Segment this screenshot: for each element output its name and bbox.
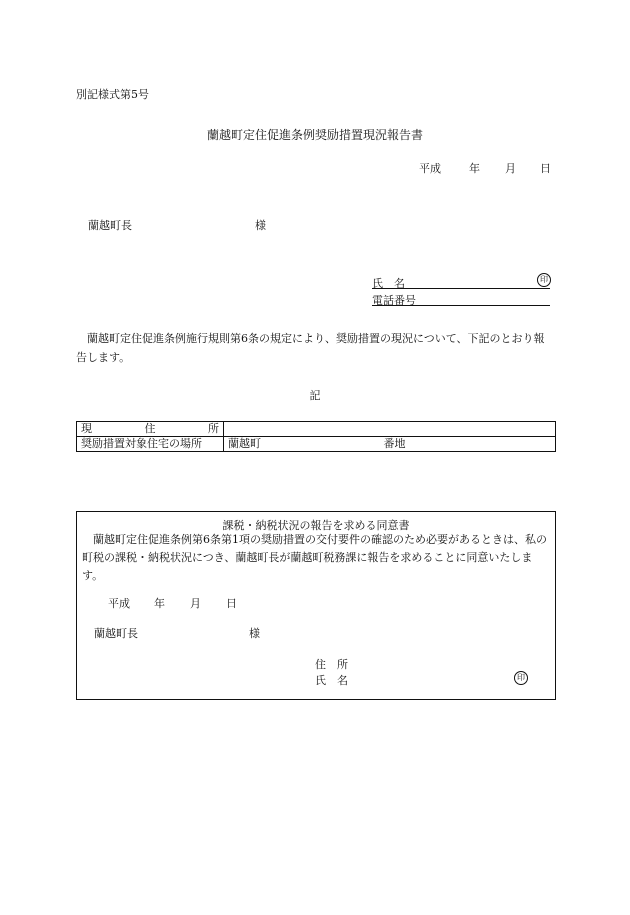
applicant-name-label: 氏 名 xyxy=(372,277,405,290)
consent-addressee-honorific: 様 xyxy=(249,627,260,640)
consent-name-label: 氏 名 xyxy=(315,674,348,687)
date-year: 年 xyxy=(469,162,480,175)
form-number: 別記様式第5号 xyxy=(76,88,149,101)
housing-town: 蘭越町 xyxy=(228,437,261,450)
label-char: 住 xyxy=(144,422,156,435)
applicant-name-line xyxy=(372,288,550,289)
current-address-label xyxy=(77,422,224,437)
label-char: 現 xyxy=(81,422,92,435)
consent-seal: 印 xyxy=(514,671,528,685)
document-title: 蘭越町定住促進条例奨励措置現況報告書 xyxy=(206,128,423,142)
consent-box xyxy=(76,511,556,700)
addressee-honorific: 様 xyxy=(255,219,266,232)
date-era: 平成 xyxy=(419,162,441,175)
body-text: 蘭越町定住促進条例施行規則第6条の規定により、奨励措置の現況について、下記のとおり報告します。 xyxy=(76,332,545,364)
consent-date-era: 平成 xyxy=(108,597,130,610)
current-address-value[interactable] xyxy=(224,422,556,437)
housing-banchi: 番地 xyxy=(383,437,406,450)
applicant-phone-line xyxy=(372,305,550,306)
addressee-name: 蘭越町長 xyxy=(88,219,132,232)
applicant-phone-label: 電話番号 xyxy=(372,294,416,307)
date-month: 月 xyxy=(505,162,516,175)
ki-label: 記 xyxy=(309,389,321,402)
housing-location-value[interactable] xyxy=(224,437,556,452)
consent-body: 蘭越町定住促進条例第6条第1項の奨励措置の交付要件の確認のため必要があるときは、私の町税の課税・納税状況につき、蘭越町長が蘭越町税務課に報告を求めることに同意いたします。 xyxy=(82,533,547,582)
details-table xyxy=(76,421,556,452)
table-row xyxy=(77,422,556,437)
housing-location-label: 奨励措置対象住宅の場所 xyxy=(77,437,224,452)
applicant-seal: 印 xyxy=(537,273,551,287)
consent-date-day: 日 xyxy=(226,597,237,610)
consent-date-year: 年 xyxy=(154,597,165,610)
consent-title: 課税・納税状況の報告を求める同意書 xyxy=(222,519,410,532)
consent-address-label: 住 所 xyxy=(315,658,348,671)
table-row xyxy=(77,437,556,452)
consent-addressee-name: 蘭越町長 xyxy=(94,627,138,640)
date-day: 日 xyxy=(540,162,551,175)
label-char: 所 xyxy=(208,422,219,435)
consent-date-month: 月 xyxy=(190,597,201,610)
